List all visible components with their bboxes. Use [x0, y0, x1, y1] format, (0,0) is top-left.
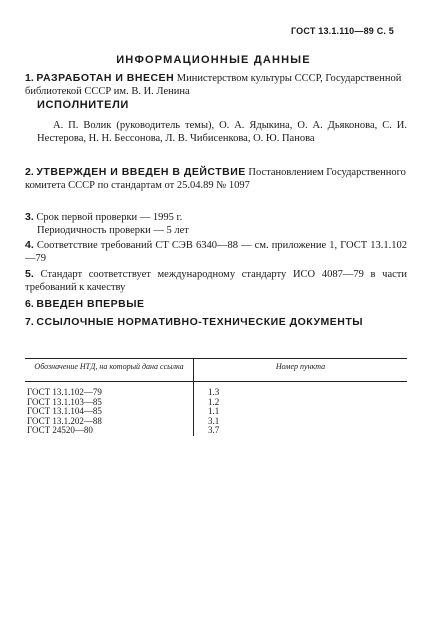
section-6 — [25, 298, 407, 311]
section-5-number: 5. — [25, 268, 34, 280]
executors-heading: ИСПОЛНИТЕЛИ — [37, 99, 129, 111]
executors-list: А. П. Волик (руководитель темы), О. А. Ядыкина, О. А. Дьяконова, С. И. Нестерова, Н. Н. Бессонова, Л. В. Чибисенкова, О. Ю. Панова — [37, 120, 407, 144]
section-1-heading: РАЗРАБОТАН И ВНЕСЕН — [36, 72, 175, 84]
section-6-number: 6. — [25, 298, 34, 310]
document-cell: ГОСТ 13.1.202—88 — [25, 417, 194, 427]
clause-cell: 1.1 — [208, 406, 220, 416]
section-7 — [25, 316, 407, 329]
section-5-text: Стандарт соответствует международному стандарту ИСО 4087—79 в части требований к качеству — [25, 269, 407, 293]
document-cell: ГОСТ 13.1.103—85 — [25, 398, 194, 408]
section-1-text: Министерством культуры СССР, Государственной библиотекой СССР им. В. И. Ленина — [25, 73, 402, 97]
section-4 — [25, 239, 407, 265]
section-3-number: 3. — [25, 211, 34, 223]
section-6-heading: ВВЕДЕН ВПЕРВЫЕ — [36, 298, 145, 310]
section-2-text: Постановлением Государственного комитета СССР по стандартам от 25.04.89 № 1097 — [25, 167, 406, 191]
clause-cell: 1.2 — [208, 396, 220, 407]
column-header-clause: Номер пункта — [194, 359, 408, 382]
section-2 — [25, 166, 407, 192]
section-3-line1: Срок первой проверки — 1995 г. — [36, 212, 183, 223]
document-cell: ГОСТ 13.1.102—79 — [25, 388, 194, 398]
section-3 — [25, 211, 407, 237]
section-4-number: 4. — [25, 239, 34, 251]
clause-cell: 1.3 — [208, 387, 220, 397]
section-7-heading: ССЫЛОЧНЫЕ НОРМАТИВНО-ТЕХНИЧЕСКИЕ ДОКУМЕНТЫ — [36, 316, 364, 328]
page-title: ИНФОРМАЦИОННЫЕ ДАННЫЕ — [116, 54, 311, 66]
clause-cell: 3.7 — [208, 425, 220, 435]
column-header-document: Обозначение НТД, на который дана ссылка — [25, 359, 194, 382]
section-4-text: Соответствие требований СТ СЭВ 6340—88 — см. приложение 1, ГОСТ 13.1.102—79 — [25, 240, 408, 264]
table-row — [25, 426, 407, 436]
page-header: ГОСТ 13.1.110—89 С. 5 — [290, 26, 394, 36]
section-7-number: 7. — [25, 316, 34, 328]
section-3-line2: Периодичность проверки — 5 лет — [37, 225, 189, 236]
section-2-heading: УТВЕРЖДЕН И ВВЕДЕН В ДЕЙСТВИЕ — [36, 166, 246, 178]
section-5 — [25, 268, 407, 294]
section-1-number: 1. — [25, 72, 34, 84]
document-cell: ГОСТ 24520—80 — [25, 426, 194, 436]
reference-documents-table — [25, 358, 407, 436]
document-cell: ГОСТ 13.1.104—85 — [25, 407, 194, 417]
section-2-number: 2. — [25, 166, 34, 178]
section-1 — [25, 72, 407, 98]
clause-cell: 3.1 — [208, 415, 220, 426]
table-header-row — [25, 359, 407, 382]
